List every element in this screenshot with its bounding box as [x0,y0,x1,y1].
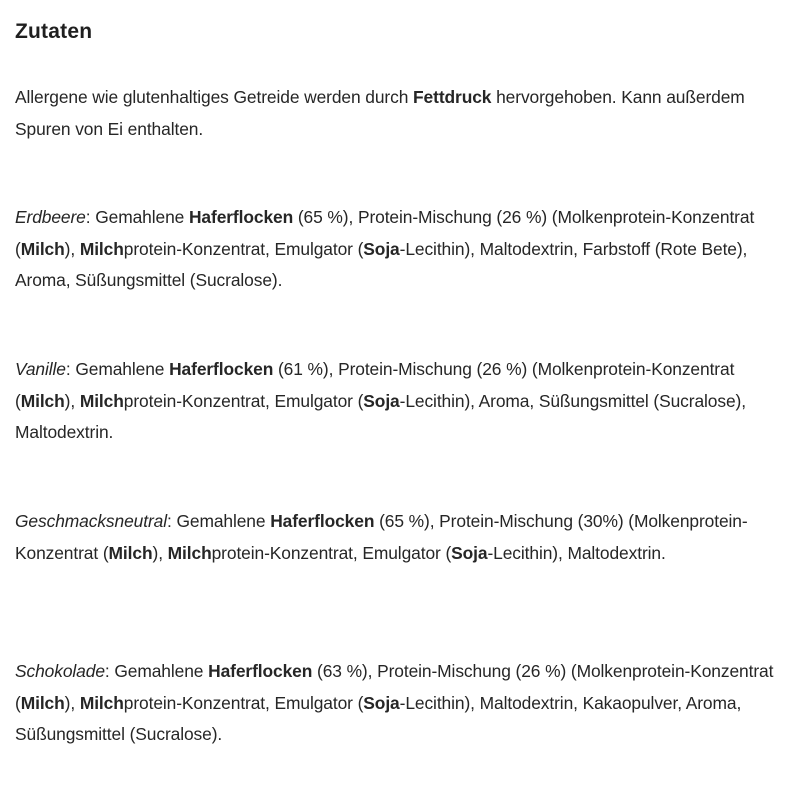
ingredient-text: -Lecithin), Maltodextrin, Farbstoff (Rote Bete), Aroma, Süßungsmittel (Sucralose). [15,238,748,290]
ingredient-text: protein-Konzentrat, Emulgator ( [123,238,364,259]
ingredient-text: : Gemahlene [104,661,209,681]
ingredient-text: : Gemahlene [85,207,189,227]
variant-name: Geschmacksneutral [15,511,167,531]
allergen-bold-text: Soja [363,692,400,713]
ingredient-text: ), [152,542,168,563]
ingredient-text: -Lecithin), Maltodextrin, Kakaopulver, Aroma, Süßungsmittel (Sucralose). [15,692,742,744]
allergen-note [15,82,790,145]
ingredient-text: protein-Konzentrat, Emulgator ( [123,390,364,411]
allergen-bold-text: Haferflocken [188,207,294,227]
ingredient-text: -Lecithin), Aroma, Süßungsmittel (Sucralose), Maltodextrin. [15,390,746,442]
ingredient-text: -Lecithin), Maltodextrin. [487,542,666,563]
allergen-bold-text: Milch [20,390,65,411]
allergen-note-text-end: hervorgehoben. Kann außerdem Spuren von Ei enthalten. [15,87,745,139]
ingredient-text: protein-Konzentrat, Emulgator ( [123,692,364,713]
allergen-bold-text: Milch [108,542,153,563]
allergen-bold-text: Soja [363,238,400,259]
allergen-note-text: Allergene wie glutenhaltiges Getreide werden durch [15,87,414,107]
allergen-bold-text: Soja [451,542,488,563]
ingredient-text: (65 %), Protein-Mischung (26 %) (Molkenprotein-Konzentrat ( [15,207,755,259]
variant-name: Vanille [15,359,66,379]
section-title: Zutaten [15,20,93,43]
ingredient-text: ), [64,238,80,259]
allergen-bold-text: Milch [79,692,124,713]
variant-ingredients [15,506,790,569]
ingredient-text: : Gemahlene [166,511,271,531]
ingredient-text: (63 %), Protein-Mischung (26 %) (Molkenprotein-Konzentrat ( [15,661,774,713]
ingredient-text: : Gemahlene [65,359,170,379]
allergen-bold-text: Milch [20,238,65,259]
allergen-bold-text: Milch [20,692,65,713]
ingredient-text: ), [64,390,80,411]
variant-ingredients [15,354,790,449]
variant-name: Schokolade [15,661,105,681]
ingredient-text: protein-Konzentrat, Emulgator ( [211,542,452,563]
variant-name: Erdbeere [15,207,86,227]
allergen-bold-text: Milch [79,238,124,259]
allergen-bold-text: Milch [79,390,124,411]
allergen-bold-text: Soja [363,390,400,411]
ingredient-text: (61 %), Protein-Mischung (26 %) (Molkenprotein-Konzentrat ( [15,359,735,411]
variant-ingredients [15,202,790,297]
allergen-bold-text: Haferflocken [270,511,375,531]
allergen-bold-text: Milch [167,542,212,563]
variant-ingredients [15,656,790,751]
ingredient-text: ), [64,692,80,713]
allergen-bold-text: Haferflocken [208,661,313,681]
allergen-note-bold-word: Fettdruck [413,87,492,107]
allergen-bold-text: Haferflocken [169,359,274,379]
ingredient-text: (65 %), Protein-Mischung (30%) (Molkenprotein-Konzentrat ( [15,511,748,563]
